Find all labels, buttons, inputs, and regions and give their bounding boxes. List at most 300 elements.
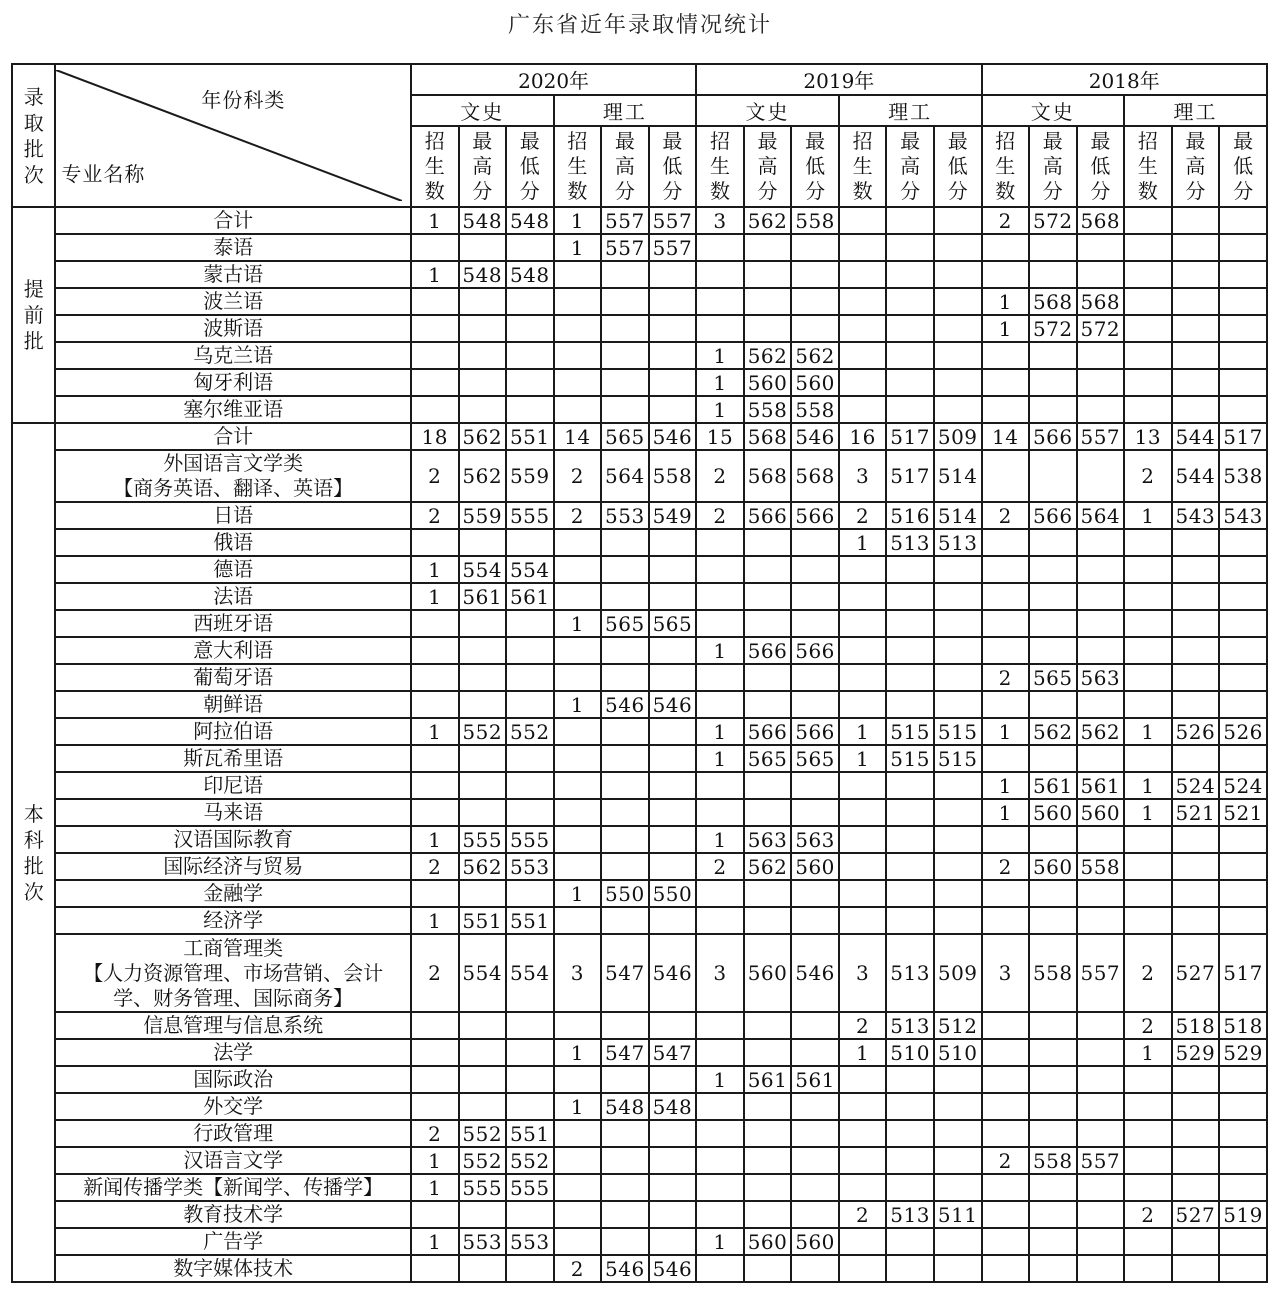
max-score-cell: 547: [601, 1039, 649, 1066]
min-score-cell: [649, 342, 697, 369]
max-score-cell: [886, 396, 934, 423]
max-score-cell: [459, 664, 507, 691]
min-score-cell: 551: [506, 907, 554, 934]
max-score-cell: 562: [744, 207, 792, 234]
major-name: 信息管理与信息系统: [55, 1012, 411, 1039]
min-score-cell: 548: [506, 207, 554, 234]
enrollment-count-cell: 1: [411, 907, 459, 934]
min-score-cell: [1077, 1039, 1125, 1066]
year-header-2020: 2020年: [411, 64, 696, 95]
table-row: [12, 342, 1267, 369]
min-score-cell: [506, 288, 554, 315]
min-score-cell: [506, 691, 554, 718]
max-score-cell: [1029, 556, 1077, 583]
min-score-cell: [649, 718, 697, 745]
enrollment-count-cell: [554, 1012, 602, 1039]
enrollment-count-cell: 1: [696, 718, 744, 745]
min-score-cell: [791, 1174, 839, 1201]
max-score-cell: 562: [744, 853, 792, 880]
category-header: 文史: [982, 95, 1125, 126]
min-score-cell: [1219, 1120, 1267, 1147]
min-score-cell: [649, 853, 697, 880]
table-total-row: [12, 207, 1267, 234]
enrollment-count-cell: 1: [982, 772, 1030, 799]
enrollment-count-cell: 1: [554, 610, 602, 637]
enrollment-count-cell: [554, 907, 602, 934]
enrollment-count-cell: [839, 1120, 887, 1147]
max-score-cell: [459, 1012, 507, 1039]
min-score-cell: [1077, 261, 1125, 288]
enrollment-count-cell: [554, 1120, 602, 1147]
table-row: [12, 369, 1267, 396]
enrollment-count-cell: 1: [1124, 1039, 1172, 1066]
max-score-cell: 517: [886, 423, 934, 450]
max-score-cell: [601, 369, 649, 396]
min-score-cell: 514: [934, 502, 982, 529]
max-score-cell: [886, 1120, 934, 1147]
max-score-cell: [886, 234, 934, 261]
min-score-cell: [1077, 1228, 1125, 1255]
min-score-cell: [1219, 583, 1267, 610]
enrollment-count-cell: 1: [696, 826, 744, 853]
max-score-cell: [1029, 1228, 1077, 1255]
max-score-cell: [744, 556, 792, 583]
min-score-cell: 519: [1219, 1201, 1267, 1228]
max-score-cell: 513: [886, 1201, 934, 1228]
max-score-cell: 557: [601, 234, 649, 261]
enrollment-count-cell: 1: [982, 799, 1030, 826]
enrollment-count-cell: [411, 342, 459, 369]
min-score-cell: [506, 342, 554, 369]
enrollment-count-cell: [1124, 207, 1172, 234]
max-score-header: 最 高 分: [1172, 126, 1220, 207]
min-score-cell: 568: [791, 450, 839, 502]
min-score-cell: 558: [791, 207, 839, 234]
max-score-cell: 566: [1029, 502, 1077, 529]
min-score-cell: 560: [791, 1228, 839, 1255]
min-score-cell: [934, 369, 982, 396]
max-score-cell: 548: [601, 1093, 649, 1120]
max-score-cell: [459, 315, 507, 342]
enrollment-count-cell: 1: [696, 637, 744, 664]
max-score-cell: [1172, 826, 1220, 853]
max-score-cell: [601, 583, 649, 610]
max-score-cell: [601, 745, 649, 772]
batch-label: 本 科 批 次: [12, 423, 55, 1282]
max-score-cell: [601, 556, 649, 583]
min-score-cell: [791, 1093, 839, 1120]
enrollment-count-cell: [982, 396, 1030, 423]
max-score-cell: 524: [1172, 772, 1220, 799]
major-name: 日语: [55, 502, 411, 529]
min-score-cell: [791, 664, 839, 691]
min-score-cell: [506, 880, 554, 907]
max-score-cell: 518: [1172, 1012, 1220, 1039]
max-score-cell: [886, 583, 934, 610]
min-score-cell: [791, 556, 839, 583]
enrollment-count-cell: [1124, 234, 1172, 261]
enrollment-count-cell: 1: [411, 1228, 459, 1255]
enrollment-count-cell: [554, 261, 602, 288]
min-score-cell: 558: [1077, 853, 1125, 880]
min-score-cell: 546: [791, 423, 839, 450]
min-score-cell: [791, 691, 839, 718]
enrollment-count-cell: [696, 529, 744, 556]
min-score-cell: [1219, 610, 1267, 637]
max-score-cell: [886, 1174, 934, 1201]
max-score-cell: 572: [1029, 315, 1077, 342]
max-score-cell: 529: [1172, 1039, 1220, 1066]
max-score-cell: 566: [744, 637, 792, 664]
enrollment-count-cell: [554, 826, 602, 853]
enrollment-count-cell: [839, 342, 887, 369]
max-score-cell: [459, 342, 507, 369]
major-name: 外国语言文学类 【商务英语、翻译、英语】: [55, 450, 411, 502]
min-score-cell: [934, 1066, 982, 1093]
min-score-cell: 557: [649, 234, 697, 261]
major-name: 外交学: [55, 1093, 411, 1120]
enrollment-count-cell: 2: [411, 853, 459, 880]
max-score-cell: 560: [1029, 799, 1077, 826]
enrollment-count-cell: [411, 369, 459, 396]
enrollment-count-cell: 1: [839, 745, 887, 772]
min-score-cell: 510: [934, 1039, 982, 1066]
major-name: 数字媒体技术: [55, 1255, 411, 1282]
max-score-cell: [744, 664, 792, 691]
enrollment-count-cell: [839, 556, 887, 583]
major-name: 意大利语: [55, 637, 411, 664]
max-score-cell: [1029, 610, 1077, 637]
max-score-cell: 558: [1029, 934, 1077, 1012]
enrollment-count-cell: [839, 396, 887, 423]
min-score-cell: 517: [1219, 423, 1267, 450]
max-score-cell: [886, 315, 934, 342]
max-score-cell: [1172, 853, 1220, 880]
max-score-cell: 550: [601, 880, 649, 907]
min-score-cell: [791, 315, 839, 342]
min-score-cell: 566: [791, 718, 839, 745]
enrollment-count-cell: [839, 691, 887, 718]
min-score-cell: [1077, 1174, 1125, 1201]
max-score-cell: [1172, 610, 1220, 637]
min-score-cell: 557: [649, 207, 697, 234]
min-score-cell: 555: [506, 502, 554, 529]
min-score-cell: 546: [791, 934, 839, 1012]
enrollment-count-cell: [696, 234, 744, 261]
min-score-cell: [506, 799, 554, 826]
max-score-cell: 562: [744, 342, 792, 369]
enrollment-count-cell: [982, 1120, 1030, 1147]
min-score-cell: [791, 610, 839, 637]
min-score-cell: 561: [791, 1066, 839, 1093]
max-score-cell: 554: [459, 556, 507, 583]
min-score-cell: 509: [934, 423, 982, 450]
category-header: 理工: [839, 95, 982, 126]
enrollment-count-header: 招 生 数: [696, 126, 744, 207]
table-row: [12, 1039, 1267, 1066]
max-score-cell: 510: [886, 1039, 934, 1066]
min-score-cell: [934, 772, 982, 799]
min-score-cell: [934, 1174, 982, 1201]
min-score-cell: [934, 207, 982, 234]
max-score-cell: [1172, 664, 1220, 691]
min-score-cell: 558: [791, 396, 839, 423]
min-score-cell: [1077, 1255, 1125, 1282]
max-score-cell: [601, 664, 649, 691]
max-score-header: 最 高 分: [886, 126, 934, 207]
enrollment-count-cell: 2: [554, 1255, 602, 1282]
table-row: [12, 261, 1267, 288]
min-score-header: 最 低 分: [934, 126, 982, 207]
max-score-cell: 517: [886, 450, 934, 502]
enrollment-count-cell: [411, 691, 459, 718]
min-score-cell: [1077, 691, 1125, 718]
major-name: 塞尔维亚语: [55, 396, 411, 423]
max-score-cell: [886, 1093, 934, 1120]
enrollment-count-cell: 2: [982, 664, 1030, 691]
min-score-cell: [1219, 664, 1267, 691]
min-score-cell: [506, 772, 554, 799]
enrollment-count-cell: [1124, 664, 1172, 691]
enrollment-count-cell: 2: [1124, 1012, 1172, 1039]
min-score-cell: [1077, 529, 1125, 556]
max-score-cell: [459, 529, 507, 556]
enrollment-count-cell: 1: [696, 396, 744, 423]
max-score-cell: [459, 799, 507, 826]
min-score-cell: [1219, 691, 1267, 718]
min-score-cell: [1219, 907, 1267, 934]
min-score-cell: [1077, 396, 1125, 423]
major-name: 匈牙利语: [55, 369, 411, 396]
max-score-cell: [1172, 583, 1220, 610]
max-score-cell: 565: [601, 610, 649, 637]
min-score-cell: 560: [1077, 799, 1125, 826]
max-score-cell: [886, 907, 934, 934]
enrollment-count-cell: [982, 1012, 1030, 1039]
enrollment-count-cell: 2: [696, 450, 744, 502]
max-score-cell: [1029, 1255, 1077, 1282]
max-score-cell: [1029, 826, 1077, 853]
max-score-cell: [744, 583, 792, 610]
min-score-cell: 565: [649, 610, 697, 637]
enrollment-count-cell: [1124, 288, 1172, 315]
enrollment-count-cell: 2: [411, 934, 459, 1012]
max-score-cell: [744, 315, 792, 342]
enrollment-count-cell: [1124, 1066, 1172, 1093]
min-score-cell: [506, 637, 554, 664]
max-score-cell: [886, 610, 934, 637]
max-score-cell: [886, 342, 934, 369]
enrollment-count-cell: [696, 664, 744, 691]
enrollment-count-cell: [696, 261, 744, 288]
max-score-cell: [1172, 261, 1220, 288]
max-score-cell: 548: [459, 207, 507, 234]
table-row: [12, 234, 1267, 261]
major-name: 波斯语: [55, 315, 411, 342]
max-score-cell: [744, 1201, 792, 1228]
enrollment-count-cell: [696, 1093, 744, 1120]
enrollment-count-cell: [411, 1066, 459, 1093]
enrollment-count-cell: 1: [982, 288, 1030, 315]
max-score-cell: [1172, 556, 1220, 583]
min-score-cell: [1077, 907, 1125, 934]
max-score-cell: [886, 880, 934, 907]
min-score-cell: 515: [934, 745, 982, 772]
min-score-cell: [1077, 234, 1125, 261]
enrollment-count-cell: 2: [554, 450, 602, 502]
min-score-cell: [1077, 1066, 1125, 1093]
min-score-cell: [791, 529, 839, 556]
table-row: [12, 826, 1267, 853]
max-score-cell: [459, 1066, 507, 1093]
max-score-cell: [1029, 1012, 1077, 1039]
enrollment-count-cell: [982, 637, 1030, 664]
max-score-cell: [886, 1228, 934, 1255]
min-score-cell: 552: [506, 718, 554, 745]
table-row: [12, 637, 1267, 664]
max-score-cell: 565: [1029, 664, 1077, 691]
min-score-cell: [791, 1120, 839, 1147]
min-score-cell: [934, 1120, 982, 1147]
enrollment-count-cell: [839, 583, 887, 610]
min-score-cell: 564: [1077, 502, 1125, 529]
min-score-cell: 560: [791, 369, 839, 396]
min-score-cell: [506, 1066, 554, 1093]
max-score-cell: [1029, 396, 1077, 423]
min-score-cell: [1219, 853, 1267, 880]
enrollment-count-cell: [1124, 1228, 1172, 1255]
max-score-cell: [601, 826, 649, 853]
enrollment-count-cell: [839, 1228, 887, 1255]
admission-stats-table: [11, 63, 1268, 1283]
enrollment-count-cell: [982, 610, 1030, 637]
min-score-cell: 572: [1077, 315, 1125, 342]
enrollment-count-cell: [982, 1039, 1030, 1066]
max-score-cell: [744, 288, 792, 315]
max-score-header: 最 高 分: [459, 126, 507, 207]
min-score-cell: [791, 234, 839, 261]
max-score-cell: 563: [744, 826, 792, 853]
enrollment-count-cell: [411, 529, 459, 556]
min-score-cell: [1077, 880, 1125, 907]
max-score-cell: [459, 772, 507, 799]
min-score-cell: [1077, 583, 1125, 610]
enrollment-count-cell: [839, 664, 887, 691]
enrollment-count-cell: [982, 745, 1030, 772]
enrollment-count-cell: 2: [982, 1147, 1030, 1174]
min-score-cell: 563: [1077, 664, 1125, 691]
enrollment-count-cell: [411, 1039, 459, 1066]
enrollment-count-cell: [1124, 1093, 1172, 1120]
min-score-cell: 553: [506, 853, 554, 880]
max-score-cell: 527: [1172, 934, 1220, 1012]
min-score-cell: [506, 369, 554, 396]
major-name: 法学: [55, 1039, 411, 1066]
min-score-cell: [1219, 745, 1267, 772]
enrollment-count-cell: [1124, 342, 1172, 369]
max-score-cell: [744, 1093, 792, 1120]
enrollment-count-cell: [839, 637, 887, 664]
table-row: [12, 772, 1267, 799]
enrollment-count-cell: [411, 637, 459, 664]
enrollment-count-cell: [696, 772, 744, 799]
enrollment-count-cell: [696, 880, 744, 907]
enrollment-count-cell: [982, 583, 1030, 610]
enrollment-count-cell: [982, 826, 1030, 853]
min-score-cell: [934, 396, 982, 423]
max-score-cell: [744, 1174, 792, 1201]
total-label: 合计: [55, 207, 411, 234]
table-row: [12, 1228, 1267, 1255]
max-score-cell: [1029, 369, 1077, 396]
enrollment-count-cell: 1: [1124, 718, 1172, 745]
min-score-cell: 526: [1219, 718, 1267, 745]
max-score-cell: 513: [886, 934, 934, 1012]
min-score-cell: 512: [934, 1012, 982, 1039]
enrollment-count-cell: [1124, 261, 1172, 288]
enrollment-count-cell: 18: [411, 423, 459, 450]
max-score-cell: [1029, 880, 1077, 907]
enrollment-count-cell: 13: [1124, 423, 1172, 450]
max-score-cell: 553: [459, 1228, 507, 1255]
max-score-cell: [1172, 637, 1220, 664]
major-name: 俄语: [55, 529, 411, 556]
enrollment-count-cell: [982, 1255, 1030, 1282]
enrollment-count-cell: [554, 529, 602, 556]
min-score-cell: 529: [1219, 1039, 1267, 1066]
max-score-cell: 564: [601, 450, 649, 502]
max-score-cell: [1172, 745, 1220, 772]
enrollment-count-cell: 3: [554, 934, 602, 1012]
min-score-cell: 562: [791, 342, 839, 369]
enrollment-count-cell: [839, 1255, 887, 1282]
max-score-cell: 560: [1029, 853, 1077, 880]
major-name: 工商管理类 【人力资源管理、市场营销、会计 学、财务管理、国际商务】: [55, 934, 411, 1012]
min-score-cell: [934, 637, 982, 664]
enrollment-count-cell: 3: [839, 450, 887, 502]
max-score-cell: 547: [601, 934, 649, 1012]
max-score-cell: 562: [459, 423, 507, 450]
min-score-cell: [1077, 1093, 1125, 1120]
enrollment-count-cell: [839, 234, 887, 261]
enrollment-count-cell: [982, 1228, 1030, 1255]
enrollment-count-cell: [696, 583, 744, 610]
max-score-cell: [744, 1120, 792, 1147]
min-score-cell: 557: [1077, 934, 1125, 1012]
enrollment-count-cell: [839, 1066, 887, 1093]
major-name: 教育技术学: [55, 1201, 411, 1228]
enrollment-count-cell: 1: [411, 1147, 459, 1174]
max-score-header: 最 高 分: [1029, 126, 1077, 207]
min-score-cell: 558: [649, 450, 697, 502]
year-header-2019: 2019年: [696, 64, 981, 95]
enrollment-count-cell: [839, 772, 887, 799]
enrollment-count-cell: [411, 315, 459, 342]
min-score-cell: [791, 907, 839, 934]
max-score-cell: [744, 261, 792, 288]
min-score-cell: 568: [1077, 207, 1125, 234]
max-score-header: 最 高 分: [744, 126, 792, 207]
max-score-cell: [459, 369, 507, 396]
min-score-cell: [649, 315, 697, 342]
min-score-cell: [791, 1201, 839, 1228]
enrollment-count-cell: 14: [982, 423, 1030, 450]
max-score-cell: [1172, 529, 1220, 556]
min-score-cell: 561: [1077, 772, 1125, 799]
min-score-cell: [649, 637, 697, 664]
enrollment-count-cell: [554, 745, 602, 772]
enrollment-count-cell: [411, 288, 459, 315]
